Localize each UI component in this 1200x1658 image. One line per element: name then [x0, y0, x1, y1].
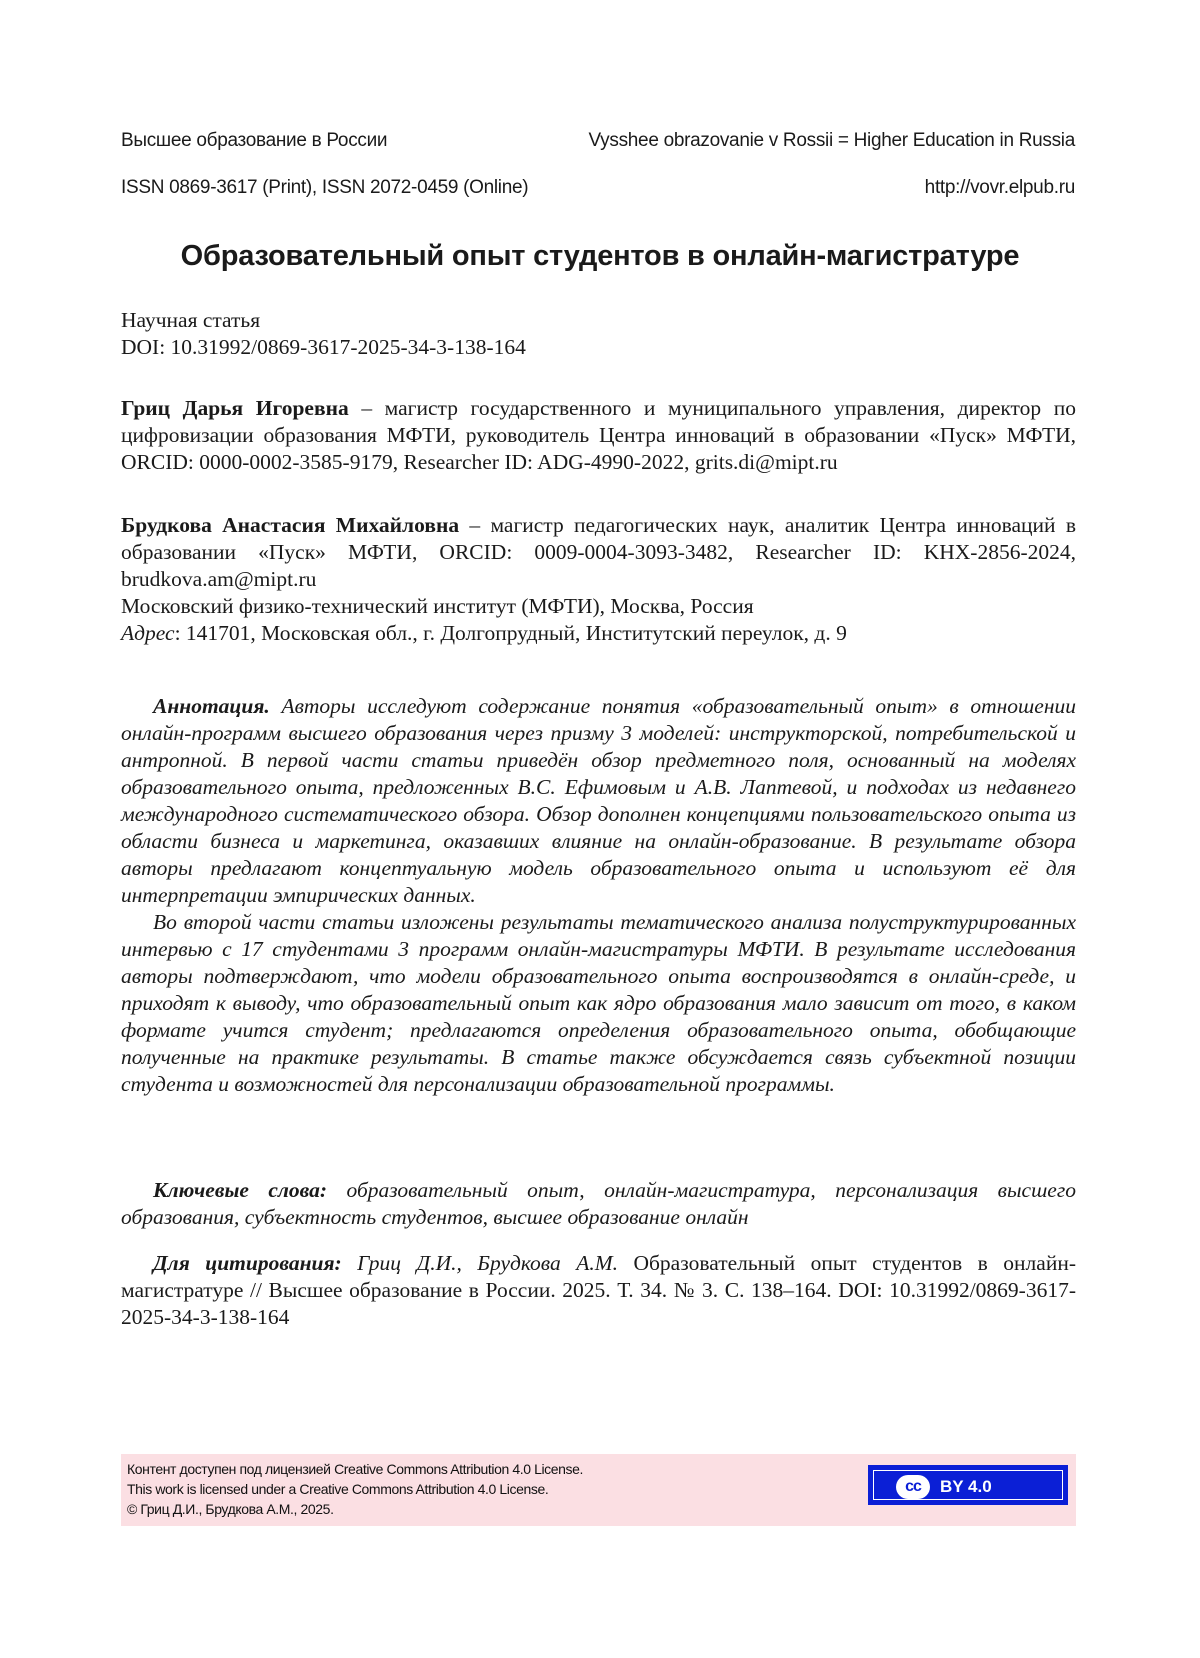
keywords-text: образовательный опыт, онлайн-магистратура, персонализация высшего образования, субъектность студентов, высшее образование онлайн — [121, 1178, 1076, 1229]
author-block-1 — [121, 395, 1076, 476]
article-title: Образовательный опыт студентов в онлайн-магистратуре — [180, 240, 1020, 272]
journal-url[interactable]: http://vovr.elpub.ru — [924, 177, 1075, 198]
citation-doi[interactable]: DOI: 10.31992/0869-3617-2025-34-3-138-164 — [121, 1278, 1076, 1329]
author-block-2 — [121, 512, 1076, 647]
license-box — [121, 1454, 1076, 1526]
keywords-label: Ключевые слова: — [153, 1178, 328, 1202]
article-type: Научная статья — [121, 308, 261, 332]
abstract-paragraph-1: Авторы исследуют содержание понятия «образовательный опыт» в отношении онлайн-программ высшего образования через призму 3 моделей: инструкторской, потребительской и антропной. В первой части статьи приведён обзор предметного поля, основанный на моделях образовательного опыта, предложенных В.С. Ефимовым и А.В. Лаптевой, и подходах из недавнего международного систематического обзора. Обзор дополнен концепциями пользовательского опыта из области бизнеса и маркетинга, оказавших влияние на онлайн-образование. В результате обзора авторы предлагают концептуальную модель образовательного опыта и используют её для интерпретации эмпирических данных. — [121, 694, 1076, 907]
journal-title-ru: Высшее образование в России — [121, 130, 388, 151]
author-name: Гриц Дарья Игоревна — [121, 396, 349, 420]
citation-label: Для цитирования: — [153, 1251, 342, 1275]
creative-commons-icon: cc — [896, 1475, 930, 1499]
abstract-label: Аннотация. — [153, 694, 270, 718]
license-line-ru: Контент доступен под лицензией Creative Commons Attribution 4.0 License. — [127, 1461, 584, 1477]
author-description: – магистр государственного и муниципального управления, директор по цифровизации образования МФТИ, руководитель Центра инноваций в образовании «Пуск» МФТИ, ORCID: 0000-0002-3585-9179, Researcher ID: ADG-4990-2022, grits.di@mipt.ru — [121, 396, 1076, 474]
citation-text: Образовательный опыт студентов в онлайн-магистратуре // Высшее образование в России. 2025. Т. 34. № 3. С. 138–164. — [121, 1251, 1076, 1302]
journal-title-en: Vysshee obrazovanie v Rossii = Higher Education in Russia — [588, 130, 1075, 151]
cc-by-license-badge[interactable] — [868, 1465, 1068, 1505]
article-meta — [121, 307, 1076, 361]
article-doi[interactable]: DOI: 10.31992/0869-3617-2025-34-3-138-164 — [121, 335, 526, 359]
citation-authors: Гриц Д.И., Брудкова А.М. — [341, 1251, 618, 1275]
address — [121, 620, 1076, 647]
affiliation: Московский физико-технический институт (МФТИ), Москва, Россия — [121, 594, 754, 618]
issn: ISSN 0869-3617 (Print), ISSN 2072-0459 (Online) — [121, 177, 529, 198]
keywords — [121, 1177, 1076, 1231]
abstract-paragraph-2: Во второй части статьи изложены результаты тематического анализа полуструктурированных интервью с 17 студентами 3 программ онлайн-магистратуры МФТИ. В результате исследования авторы подтверждают, что модели образовательного опыта воспроизводятся в онлайн-среде, и приходят к выводу, что образовательный опыт как ядро образования мало зависит от того, в каком формате учится студент; предлагаются определения образовательного опыта, обобщающие полученные на практике результаты. В статье также обсуждается связь субъектной позиции студента и возможностей для персонализации образовательной программы. — [121, 910, 1076, 1096]
abstract — [121, 693, 1076, 1098]
address-label: Адрес — [121, 621, 175, 645]
citation — [121, 1250, 1076, 1331]
address-text: : 141701, Московская обл., г. Долгопрудный, Институтский переулок, д. 9 — [174, 621, 847, 645]
author-name: Брудкова Анастасия Михайловна — [121, 513, 460, 537]
copyright: © Гриц Д.И., Брудкова А.М., 2025. — [127, 1501, 334, 1517]
author-description: – магистр педагогических наук, аналитик Центра инноваций в образовании «Пуск» МФТИ, ORCID: 0009-0004-3093-3482, Researcher ID: KHX-2856-2024, brudkova.am@mipt.ru — [121, 513, 1076, 591]
cc-badge-text: BY 4.0 — [940, 1477, 992, 1496]
license-line-en: This work is licensed under a Creative Commons Attribution 4.0 License. — [127, 1481, 549, 1497]
